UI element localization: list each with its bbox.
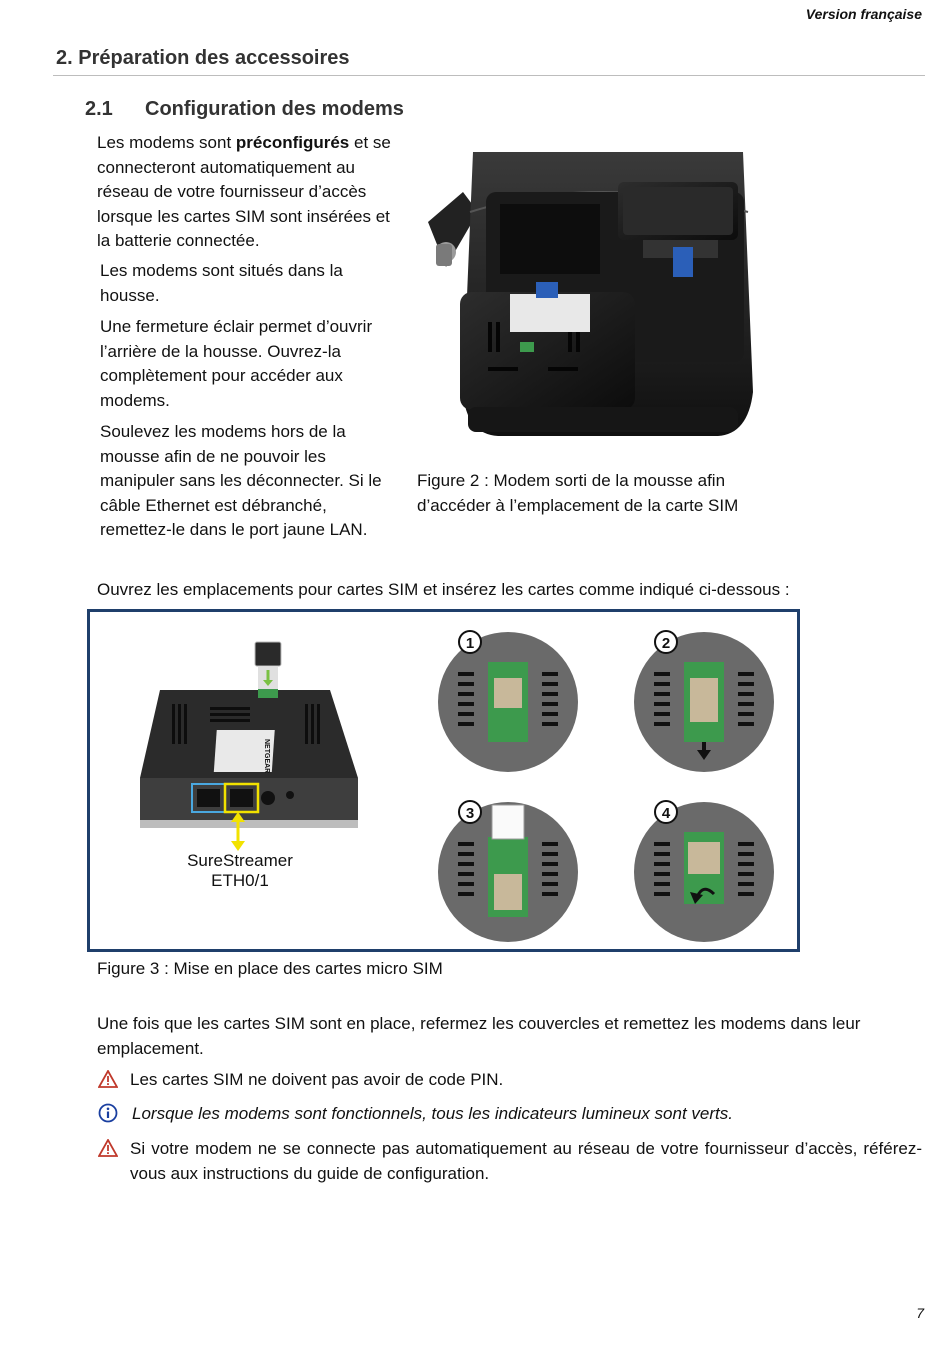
step-4-number: 4	[661, 805, 671, 822]
note-1	[98, 1068, 923, 1093]
intro-paragraph-3: Une fermeture éclair permet d’ouvrir l’arrière de la housse. Ouvrez-la complètement pour accéder aux modems.	[100, 317, 373, 410]
sim-step-4	[634, 801, 774, 942]
section-title: 2. Préparation des accessoires	[56, 47, 350, 69]
sim-step-2	[634, 631, 774, 772]
intro-paragraph-4: Soulevez les modems hors de la mousse afin de ne pouvoir les manipuler sans les déconnecter. Si le câble Ethernet est débranché, remettez-le dans le port jaune LAN.	[100, 422, 382, 539]
sim-figure-frame	[87, 609, 800, 952]
info-icon	[98, 1103, 118, 1123]
after-text: Une fois que les cartes SIM sont en place, refermez les couvercles et remettez les modems dans leur emplacement.	[97, 1014, 861, 1058]
modem-bag-photo	[418, 152, 773, 438]
sim-step-1	[438, 631, 578, 772]
note-1-text: Les cartes SIM ne doivent pas avoir de code PIN.	[130, 1070, 504, 1089]
warning-icon	[98, 1139, 118, 1157]
note-3-text: Si votre modem ne se connecte pas automatiquement au réseau de votre fournisseur d’accès, référez-vous aux instructions du guide de configuration.	[130, 1139, 922, 1183]
step-3-number: 3	[465, 805, 475, 822]
port-label-line1: SureStreamer	[187, 851, 293, 870]
step-2-number: 2	[661, 635, 671, 652]
page-number: 7	[916, 1305, 924, 1321]
port-label-line2: ETH0/1	[211, 871, 269, 890]
intro-paragraph-2: Les modems sont situés dans la housse.	[100, 261, 343, 305]
intro-p1-bold: préconfigurés	[235, 133, 350, 152]
intro-p1-rest: et se connecteront automatiquement au réseau de votre fournisseur d’accès lorsque les cartes SIM sont insérées et la batterie connectée.	[97, 133, 391, 250]
figure3-caption: Figure 3 : Mise en place des cartes micro SIM	[97, 959, 443, 978]
subsection-number: 2.1	[85, 98, 113, 120]
subsection-heading	[85, 98, 404, 121]
section-divider	[53, 75, 925, 76]
intro-p1-text: Les modems sont	[97, 133, 236, 152]
header-language: Version française	[805, 6, 922, 22]
modem-rear-view	[140, 642, 358, 890]
step-1-number: 1	[465, 635, 475, 652]
note-2-text: Lorsque les modems sont fonctionnels, tous les indicateurs lumineux sont verts.	[132, 1104, 733, 1123]
note-2	[98, 1102, 923, 1127]
warning-icon	[98, 1070, 118, 1088]
device-brand-label: NETGEAR	[263, 739, 270, 774]
sim-instructions: Ouvrez les emplacements pour cartes SIM et insérez les cartes comme indiqué ci-dessous :	[97, 580, 790, 599]
note-3	[98, 1137, 923, 1187]
subsection-title: Configuration des modems	[145, 98, 404, 120]
figure2-caption: Figure 2 : Modem sorti de la mousse afin d’accéder à l’emplacement de la carte SIM	[417, 471, 739, 515]
sim-insertion-diagram	[90, 612, 797, 949]
sim-step-3	[438, 801, 578, 942]
intro-paragraph-1	[97, 131, 397, 254]
